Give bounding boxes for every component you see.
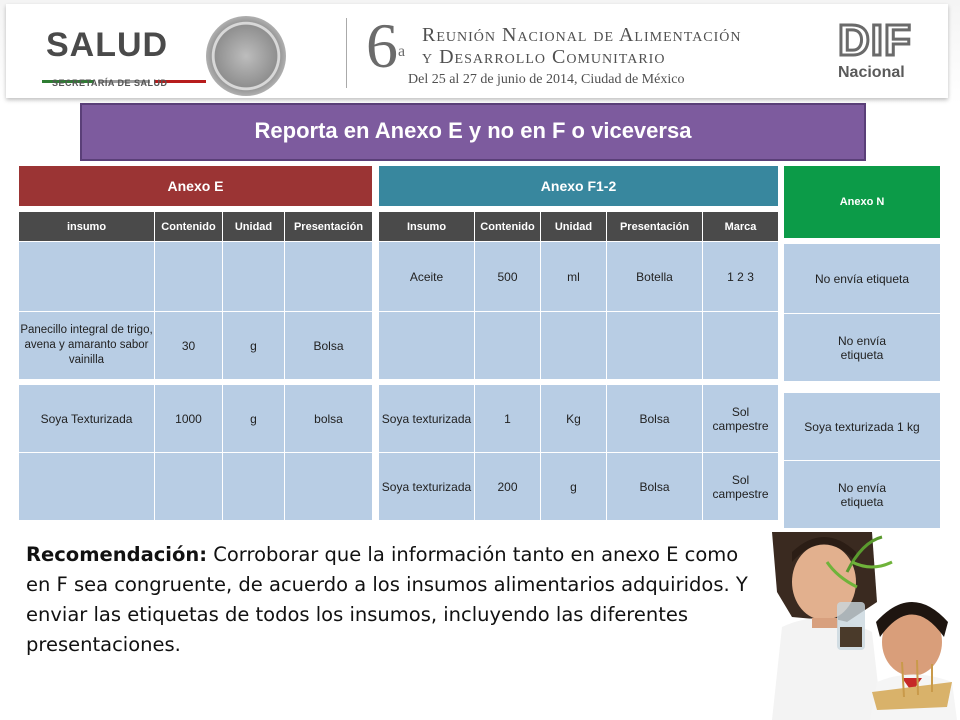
table-cell: 30 (155, 312, 223, 380)
table-row (784, 314, 941, 382)
event-title-line2: y Desarrollo Comunitario (422, 46, 666, 68)
anexo-f-table (378, 165, 779, 521)
table-cell: Soya Texturizada (19, 385, 155, 453)
table-row (379, 453, 779, 521)
table-cell: ml (541, 242, 607, 312)
slide-title: Reporta en Anexo E y no en F o viceversa (80, 103, 866, 161)
table-cell: Bolsa (607, 453, 703, 521)
column-header-insumo: Insumo (379, 212, 475, 242)
column-header-marca: Marca (703, 212, 779, 242)
table-cell (223, 453, 285, 521)
event-number: 6$^a$ (366, 10, 406, 81)
table-cell (19, 453, 155, 521)
table-cell: Soya texturizada 1 kg (784, 393, 941, 461)
event-title-line1: Reunión Nacional de Alimentación (422, 24, 742, 46)
dif-logo (838, 18, 928, 88)
salud-logo-subtitle: SECRETARÍA DE SALUD (52, 78, 168, 88)
table-cell: No envía etiqueta (784, 314, 941, 382)
table-cell: 1 (475, 385, 541, 453)
anexo-n-table (783, 165, 941, 529)
table-cell (285, 453, 373, 521)
table-cell: Kg (541, 385, 607, 453)
table-row (19, 453, 373, 521)
table-row (379, 242, 779, 312)
salud-logo (46, 26, 206, 88)
event-date: Del 25 al 27 de junio de 2014, Ciudad de México (408, 72, 685, 87)
table-cell (541, 312, 607, 380)
table-row (19, 385, 373, 453)
anexo-n-header: Anexo N (784, 166, 941, 239)
children-photo (752, 532, 960, 720)
table-cell: Panecillo integral de trigo, avena y amaranto sabor vainilla (19, 312, 155, 380)
header-panel (6, 4, 948, 98)
children-photo-illustration (752, 532, 960, 720)
table-row (784, 393, 941, 461)
table-row (19, 242, 373, 312)
table-cell: g (541, 453, 607, 521)
table-cell (19, 242, 155, 312)
anexo-e-header: Anexo E (19, 166, 373, 207)
table-row (379, 312, 779, 380)
table-cell: Botella (607, 242, 703, 312)
table-cell: No envía etiqueta (784, 244, 941, 314)
table-row (19, 312, 373, 380)
table-cell: g (223, 312, 285, 380)
column-header-contenido: Contenido (155, 212, 223, 242)
table-row (379, 385, 779, 453)
column-header-unidad: Unidad (541, 212, 607, 242)
salud-logo-bars (42, 70, 210, 74)
table-cell: Sol campestre (703, 453, 779, 521)
table-cell: Bolsa (285, 312, 373, 380)
recommendation-body: Corroborar que la información tanto en anexo E como en F sea congruente, de acuerdo a los insumos alimentarios adquiridos. Y enviar las etiquetas de todos los insumos, incluyendo las diferentes presentaciones. (26, 543, 748, 656)
mexico-seal-icon (206, 16, 286, 96)
table-cell: 1000 (155, 385, 223, 453)
table-cell (155, 453, 223, 521)
table-cell (703, 312, 779, 380)
table-cell: Aceite (379, 242, 475, 312)
table-cell (223, 242, 285, 312)
dif-logo-subtitle: Nacional (838, 64, 905, 81)
column-header-unidad: Unidad (223, 212, 285, 242)
header-banner (0, 0, 960, 104)
column-header-presentacion: Presentación (607, 212, 703, 242)
header-divider (346, 18, 347, 88)
anexo-e-table (18, 165, 373, 521)
dif-logo-text: DIF (838, 16, 912, 65)
table-cell: 1 2 3 (703, 242, 779, 312)
column-header-presentacion: Presentación (285, 212, 373, 242)
table-row (784, 244, 941, 314)
table-cell: Bolsa (607, 385, 703, 453)
anexo-f-header: Anexo F1-2 (379, 166, 779, 207)
table-cell (607, 312, 703, 380)
table-cell: 500 (475, 242, 541, 312)
recommendation-label: Recomendación: (26, 543, 208, 566)
table-cell: Soya texturizada (379, 453, 475, 521)
table-cell: g (223, 385, 285, 453)
column-header-insumo: insumo (19, 212, 155, 242)
salud-logo-text: SALUD (46, 26, 169, 64)
table-row (784, 461, 941, 529)
table-cell (379, 312, 475, 380)
table-cell: 200 (475, 453, 541, 521)
table-cell (285, 242, 373, 312)
table-cell (155, 242, 223, 312)
table-cell (475, 312, 541, 380)
recommendation-text (26, 540, 752, 660)
table-cell: No envía etiqueta (784, 461, 941, 529)
table-cell: bolsa (285, 385, 373, 453)
column-header-contenido: Contenido (475, 212, 541, 242)
table-cell: Soya texturizada (379, 385, 475, 453)
table-cell: Sol campestre (703, 385, 779, 453)
